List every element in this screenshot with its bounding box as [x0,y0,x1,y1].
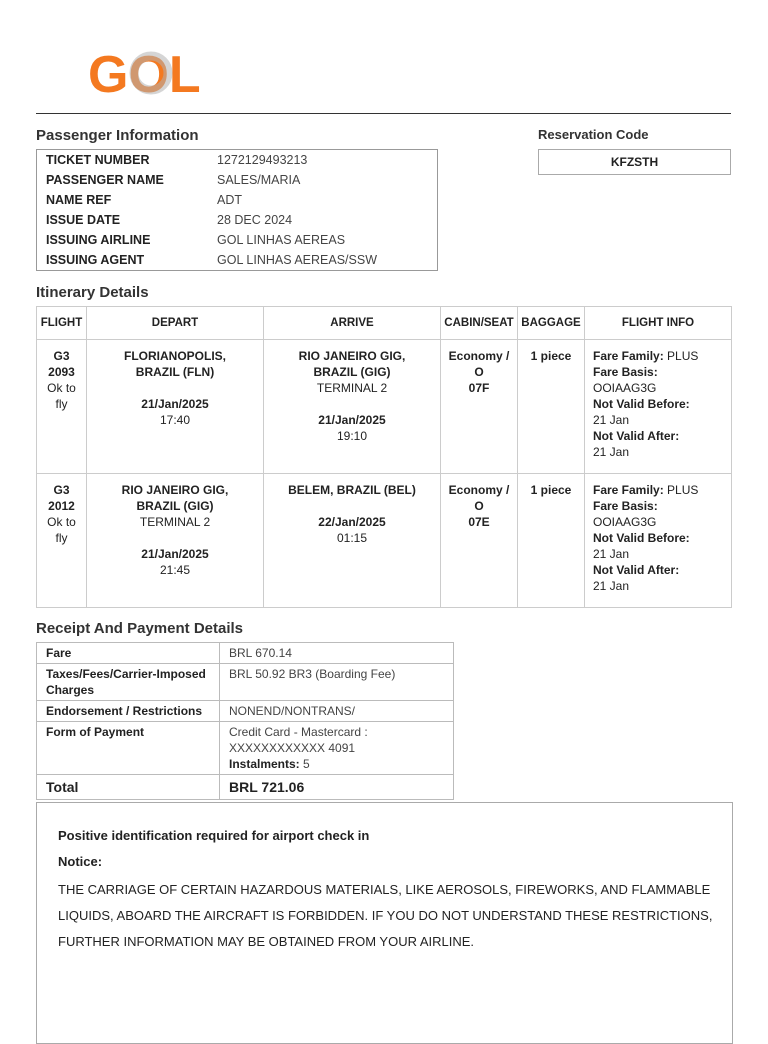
flight-code: G3 [53,483,70,497]
gol-logo [88,48,210,98]
fare-family-label: Fare Family: [593,349,664,363]
issuing-agent-value: GOL LINHAS AEREAS/SSW [217,253,378,267]
table-header-row [37,307,732,340]
header-cabin-seat: CABIN/SEAT [441,307,518,340]
header-arrive: ARRIVE [264,307,441,340]
total-label: Total [37,775,220,800]
name-ref-label: NAME REF [46,193,112,207]
total-row [37,775,454,800]
cabin-seat-cell [441,340,518,474]
table-row [37,474,732,608]
payment-table [36,642,454,800]
depart-city-line2: BRAZIL (GIG) [136,499,214,513]
total-value: BRL 721.06 [220,775,454,800]
fare-family-value: PLUS [667,483,699,497]
fare-family-value: PLUS [667,349,699,363]
arrive-city: RIO JANEIRO GIG, [298,349,406,363]
not-valid-before-label: Not Valid Before: [593,397,690,411]
fare-basis-label: Fare Basis: [593,365,658,379]
not-valid-after-label: Not Valid After: [593,563,680,577]
arrive-date: 22/Jan/2025 [318,515,386,529]
taxes-label: Taxes/Fees/Carrier-Imposed Charges [37,664,220,701]
passenger-info-title: Passenger Information [36,127,199,144]
depart-cell [87,474,264,608]
form-of-payment-line2: XXXXXXXXXXXX 4091 [229,741,356,755]
table-row [37,170,438,190]
cabin-class: Economy / O [448,483,510,513]
instalments-label: Instalments: [229,757,300,771]
issue-date-label: ISSUE DATE [46,213,121,227]
not-valid-after-label: Not Valid After: [593,429,680,443]
seat-number: 07E [468,515,490,529]
issuing-airline-label: ISSUING AIRLINE [46,233,151,247]
arrive-date: 21/Jan/2025 [318,413,386,427]
fare-value: BRL 670.14 [220,643,454,664]
form-of-payment-cell [220,722,454,775]
notice-body: THE CARRIAGE OF CERTAIN HAZARDOUS MATERIALS, LIKE AEROSOLS, FIREWORKS, AND FLAMMABLE LIQUIDS, ABOARD THE AIRCRAFT IS FORBIDDEN. IF YOU DO NOT UNDERSTAND THESE RESTRICTIONS, FURTHER INFORMATION MAY BE OBTAINED FROM YOUR AIRLINE. [58,882,713,949]
reservation-code-value: KFZSTH [538,149,731,175]
passenger-info-table [36,149,438,271]
itinerary-title: Itinerary Details [36,284,149,301]
flight-code: G3 [53,349,70,363]
baggage-cell [518,474,585,608]
taxes-value: BRL 50.92 BR3 (Boarding Fee) [220,664,454,701]
flight-number: 2012 [48,499,75,513]
notice-label: Notice: [58,854,103,869]
table-row [37,722,454,775]
cabin-seat-cell [441,474,518,608]
flight-cell [37,340,87,474]
fare-basis-label: Fare Basis: [593,499,658,513]
fare-basis-value: OOIAAG3G [593,381,657,395]
fare-basis-value: OOIAAG3G [593,515,657,529]
flight-number: 2093 [48,365,75,379]
arrive-city-line2: BRAZIL (GIG) [313,365,391,379]
issuing-airline-value: GOL LINHAS AEREAS [217,233,346,247]
not-valid-after-value: 21 Jan [593,579,630,593]
header-divider [36,113,731,114]
not-valid-before-label: Not Valid Before: [593,531,690,545]
arrive-city: BELEM, BRAZIL (BEL) [288,483,416,497]
depart-cell [87,340,264,474]
form-of-payment-label: Form of Payment [37,722,220,775]
flight-status: Ok to fly [47,381,76,411]
depart-time: 21:45 [159,563,191,577]
endorsement-value: NONEND/NONTRANS/ [220,701,454,722]
flight-cell [37,474,87,608]
depart-city: RIO JANEIRO GIG, [121,483,229,497]
form-of-payment-line1: Credit Card - Mastercard : [229,725,368,739]
logo-text: GOL [88,48,201,98]
depart-date: 21/Jan/2025 [141,397,209,411]
arrive-time: 01:15 [336,531,368,545]
table-row [37,340,732,474]
table-row [37,701,454,722]
depart-terminal: TERMINAL 2 [139,515,211,529]
fare-family-label: Fare Family: [593,483,664,497]
depart-date: 21/Jan/2025 [141,547,209,561]
table-row [37,664,454,701]
ticket-number-label: TICKET NUMBER [46,153,150,167]
table-row [37,250,438,271]
arrive-time: 19:10 [336,429,368,443]
header-flight-info: FLIGHT INFO [585,307,732,340]
instalments-value: 5 [303,757,310,771]
id-required-text: Positive identification required for airport check in [58,828,370,843]
depart-city-line2: BRAZIL (FLN) [135,365,215,379]
flight-info-cell [585,474,732,608]
header-flight: FLIGHT [37,307,87,340]
itinerary-table [36,306,732,608]
table-row [37,190,438,210]
passenger-name-label: PASSENGER NAME [46,173,164,187]
table-row [37,643,454,664]
not-valid-after-value: 21 Jan [593,445,630,459]
endorsement-label: Endorsement / Restrictions [37,701,220,722]
header-baggage: BAGGAGE [518,307,585,340]
issuing-agent-label: ISSUING AGENT [46,253,145,267]
depart-time: 17:40 [159,413,191,427]
table-row [37,210,438,230]
header-depart: DEPART [87,307,264,340]
notice-box [36,802,733,1044]
not-valid-before-value: 21 Jan [593,413,630,427]
reservation-code-title: Reservation Code [538,127,649,142]
cabin-class: Economy / O [448,349,510,379]
arrive-terminal: TERMINAL 2 [316,381,388,395]
arrive-cell [264,474,441,608]
arrive-cell [264,340,441,474]
table-row [37,230,438,250]
payment-title: Receipt And Payment Details [36,620,244,637]
table-row [37,150,438,171]
baggage-cell [518,340,585,474]
baggage-allowance: 1 piece [530,349,572,363]
issue-date-value: 28 DEC 2024 [217,213,293,227]
seat-number: 07F [468,381,490,395]
flight-status: Ok to fly [47,515,76,545]
ticket-number-value: 1272129493213 [217,153,308,167]
fare-label: Fare [37,643,220,664]
not-valid-before-value: 21 Jan [593,547,630,561]
passenger-name-value: SALES/MARIA [217,173,301,187]
name-ref-value: ADT [217,193,242,207]
flight-info-cell [585,340,732,474]
baggage-allowance: 1 piece [530,483,572,497]
depart-city: FLORIANOPOLIS, [124,349,226,363]
